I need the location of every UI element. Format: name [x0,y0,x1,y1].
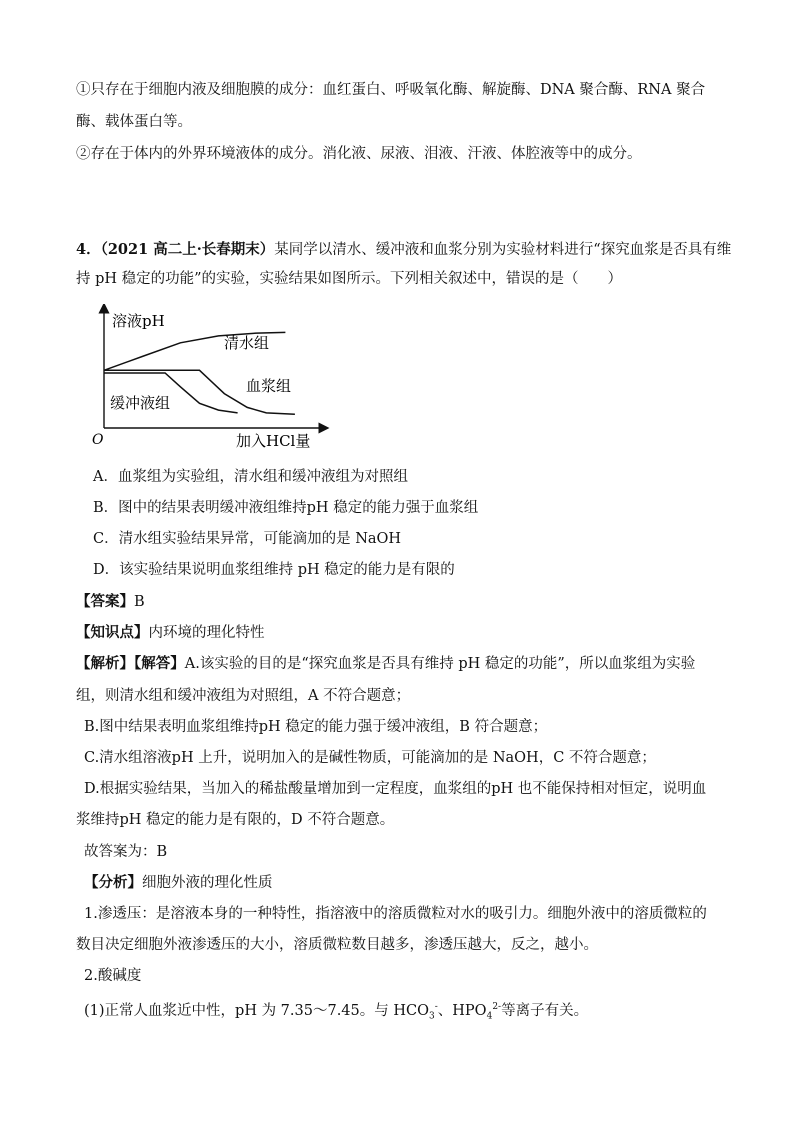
answer-tag: 【答案】 [76,593,134,610]
knowledge-value: 内环境的理化特性 [148,625,265,641]
answer-value: B [134,594,145,610]
series-label-xuejiang: 血浆组 [246,377,292,395]
hpo4-charge: 2- [492,1002,502,1012]
answer-line [76,592,145,612]
hco3-charge: - [434,1002,438,1012]
hpo4-subscript: 4 [486,1011,493,1022]
ph-text-mid: 、HPO [437,1002,487,1019]
question-number: 4． [76,241,101,258]
knowledge-line [76,623,265,643]
ph-text-post: 等离子有关。 [501,1002,589,1019]
analysis-line-4: C.清水组溶液pH 上升，说明加入的是碱性物质，可能滴加的是 NaOH，C 不符合题意； [84,750,656,766]
question-source: （2021 高二上·长春期末） [100,241,275,258]
analysis-line-6: 浆维持pH 稳定的能力是有限的，D 不符合题意。 [76,812,395,828]
fenxi-tag: 【分析】 [84,874,142,891]
knowledge-tag: 【知识点】 [76,624,149,641]
fenxi-line [84,873,273,893]
y-axis-label: 溶液pH [112,312,165,330]
ph-line-chart [90,304,330,448]
osmotic-line-2: 数目决定细胞外液渗透压的大小，溶质微粒数目越多，渗透压越大，反之，越小。 [76,937,598,953]
series-label-qingshui: 清水组 [224,334,270,352]
option-d[interactable]: D．该实验结果说明血浆组维持 pH 稳定的能力是有限的 [93,562,455,578]
osmotic-line-1: 1.渗透压：是溶液本身的一种特性，指溶液中的溶质微粒对水的吸引力。细胞外液中的溶质微粒的 [84,906,707,922]
analysis-tag: 【解析】【解答】 [76,655,185,672]
question-stem-line-2: 持 pH 稳定的功能”的实验，实验结果如图所示。下列相关叙述中，错误的是（ ） [76,271,623,287]
option-a[interactable]: A．血浆组为实验组，清水组和缓冲液组为对照组 [93,469,408,485]
analysis-line-3: B.图中结果表明血浆组维持pH 稳定的能力强于缓冲液组，B 符合题意； [84,719,548,735]
series-label-huanchongye: 缓冲液组 [110,394,171,412]
ph-heading: 2.酸碱度 [84,968,142,984]
option-c[interactable]: C．清水组实验结果异常，可能滴加的是 NaOH [93,531,402,547]
x-axis-label: 加入HCl量 [236,432,311,448]
origin-label: O [92,432,104,448]
analysis-text-a: A.该实验的目的是“探究血浆是否具有维持 pH 稳定的功能”，所以血浆组为实验 [184,656,696,672]
ph-line-1 [84,997,588,1027]
hco3-subscript: 3 [429,1011,435,1022]
intro-item-1-line-1: ①只存在于细胞内液及细胞膜的成分：血红蛋白、呼吸氧化酶、解旋酶、DNA 聚合酶、RNA 聚合 [76,82,706,98]
final-answer: 故答案为：B [84,844,168,860]
ph-text-pre: (1)正常人血浆近中性，pH 为 7.35～7.45。与 HCO [84,1002,429,1019]
fenxi-value: 细胞外液的理化性质 [142,875,273,891]
question-stem-text: 某同学以清水、缓冲液和血浆分别为实验材料进行“探究血浆是否具有维 [274,242,732,258]
analysis-line-2: 组，则清水组和缓冲液组为对照组，A 不符合题意； [76,688,411,704]
analysis-line-5: D.根据实验结果，当加入的稀盐酸量增加到一定程度，血浆组的pH 也不能保持相对恒定，说明血 [84,781,707,797]
intro-item-2: ②存在于体内的外界环境液体的成分。消化液、尿液、泪液、汗液、体腔液等中的成分。 [76,146,642,162]
question-stem-line-1 [76,240,731,260]
analysis-line-1 [76,654,695,674]
option-b[interactable]: B．图中的结果表明缓冲液组维持pH 稳定的能力强于血浆组 [93,500,479,516]
intro-item-1-line-2: 酶、载体蛋白等。 [76,114,192,130]
